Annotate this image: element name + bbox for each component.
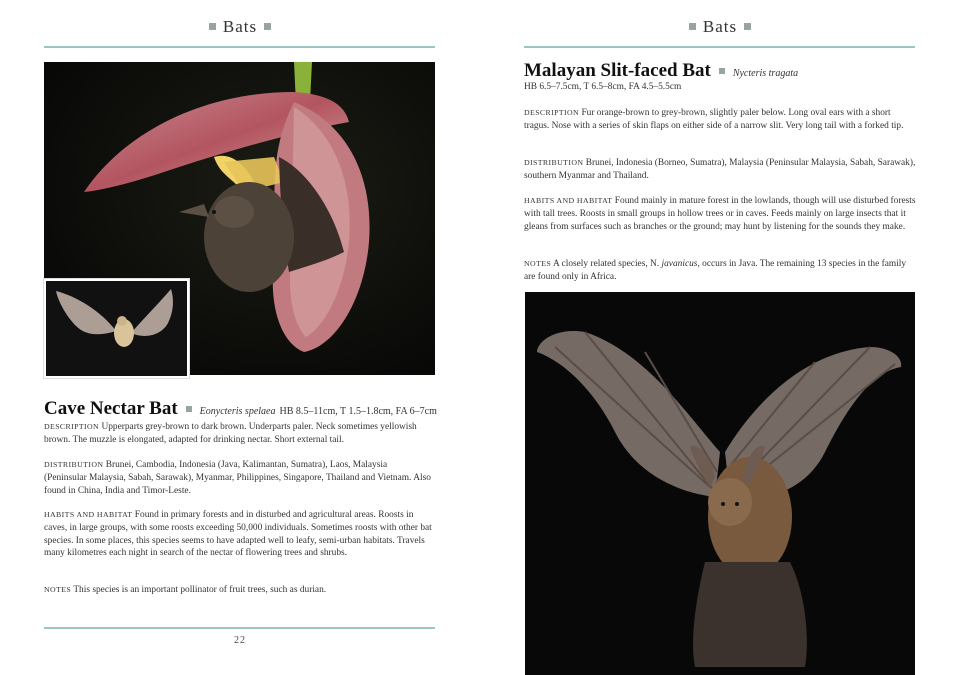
- scientific-name: Eonycteris spelaea: [199, 406, 276, 417]
- measurements-line: [524, 81, 914, 94]
- description-paragraph: [44, 421, 432, 447]
- notes-species-name: javanicus: [661, 259, 698, 269]
- description-paragraph: [524, 107, 916, 133]
- common-name: Malayan Slit-faced Bat: [524, 60, 711, 81]
- square-bullet-icon: [186, 406, 192, 412]
- distribution-paragraph: [44, 459, 432, 497]
- cave-nectar-bat-inset-photo: [44, 279, 189, 378]
- running-head-left: [0, 17, 480, 37]
- right-page: [480, 0, 960, 675]
- square-bullet-icon: [689, 23, 696, 30]
- description-label: DESCRIPTION: [524, 108, 580, 117]
- habits-label: HABITS AND HABITAT: [524, 196, 613, 205]
- distribution-text: Brunei, Cambodia, Indonesia (Java, Kalimantan, Sumatra), Laos, Malaysia (Peninsular Malaysia, Sabah, Sarawak), Myanmar, Philippines, Singapore, Thailand and Vietnam. Also found in China, India and Timor-Leste.: [44, 460, 431, 496]
- notes-text: This species is an important pollinator of fruit trees, such as durian.: [73, 585, 327, 595]
- description-text: Fur orange-brown to grey-brown, slightly paler below. Long oval ears with a short tragus. Nose with a series of skin flaps on either side of a narrow slit. Very long tail with a forked tip.: [524, 108, 904, 131]
- distribution-label: DISTRIBUTION: [524, 158, 584, 167]
- habits-paragraph: [524, 195, 916, 233]
- notes-paragraph: [44, 584, 432, 597]
- description-label: DESCRIPTION: [44, 422, 100, 431]
- species-heading: [524, 60, 798, 82]
- square-bullet-icon: [209, 23, 216, 30]
- scientific-name: Nycteris tragata: [732, 68, 799, 79]
- habits-label: HABITS AND HABITAT: [44, 510, 133, 519]
- page-number: 22: [234, 635, 246, 646]
- running-head-right: [480, 17, 960, 37]
- habits-paragraph: [44, 509, 432, 560]
- habits-text: Found mainly in mature forest in the lowlands, though will use disturbed forests with tall trees. Roosts in small groups in hollow trees or in caves. Feeds mainly on large insects that it gleans from surfaces such as branches or the ground; may hunt by listening for the sounds they make.: [524, 196, 916, 232]
- distribution-text: Brunei, Indonesia (Borneo, Sumatra), Malaysia (Peninsular Malaysia, Sabah, Sarawak), southern Myanmar and Thailand.: [524, 158, 916, 181]
- square-bullet-icon: [744, 23, 751, 30]
- distribution-label: DISTRIBUTION: [44, 460, 104, 469]
- notes-label: NOTES: [524, 259, 552, 268]
- running-head-text: Bats: [222, 17, 258, 36]
- measurements: HB 8.5–11cm, T 1.5–1.8cm, FA 6–7cm: [279, 406, 437, 417]
- common-name: Cave Nectar Bat: [44, 398, 178, 419]
- distribution-paragraph: [524, 157, 916, 183]
- notes-label: NOTES: [44, 585, 72, 594]
- habits-text: Found in primary forests and in disturbed and agricultural areas. Roosts in caves, in large groups, with some roosts exceeding 50,000 individuals. Sometimes roosts with other bat species. In some places, this species seems to have adapted well to leafy, semi-urban habitats. Travels many kilometres each night in search of the nectar of flowering trees and shrubs.: [44, 510, 432, 559]
- species-heading: [44, 398, 437, 420]
- square-bullet-icon: [719, 68, 725, 74]
- running-head-text: Bats: [702, 17, 738, 36]
- header-rule: [524, 46, 915, 48]
- notes-text: A closely related species, N.: [552, 259, 660, 269]
- square-bullet-icon: [264, 23, 271, 30]
- notes-text-end: , occurs in Java. The remaining 13 species in the family are found only in Africa.: [524, 259, 907, 282]
- footer-rule: [44, 627, 435, 629]
- header-rule: [44, 46, 435, 48]
- measurements: HB 6.5–7.5cm, T 6.5–8cm, FA 4.5–5.5cm: [524, 82, 682, 92]
- description-text: Upperparts grey-brown to dark brown. Underparts paler. Neck sometimes yellowish brown. The muzzle is elongated, adapted for drinking nectar. Short external tail.: [44, 422, 417, 445]
- notes-paragraph: [524, 258, 916, 284]
- malayan-slit-faced-bat-photo: [525, 292, 915, 675]
